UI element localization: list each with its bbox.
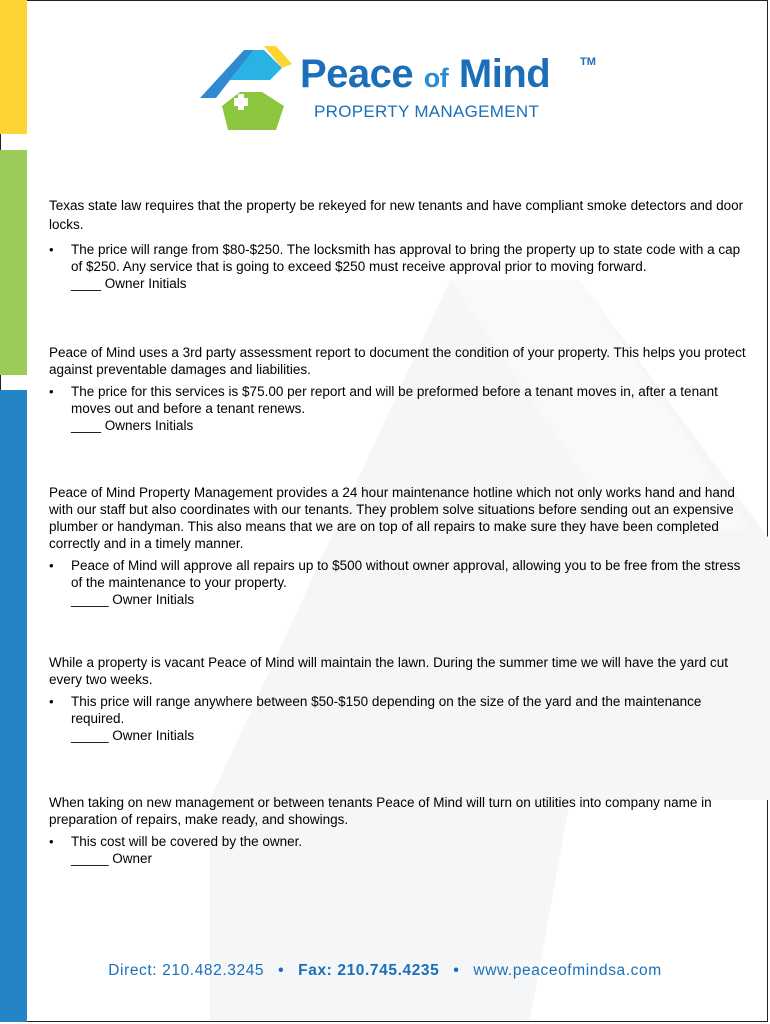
side-bar-yellow [0, 0, 27, 134]
bullet-icon: • [49, 834, 54, 849]
owner-initials-line: ____ Owners Initials [71, 418, 194, 433]
contact-footer [0, 962, 770, 980]
section-utilities [49, 794, 749, 867]
logo-wordmark [300, 52, 550, 97]
section-rekeying [49, 196, 749, 292]
section-assessment [49, 344, 749, 434]
bullet-text: Peace of Mind will approve all repairs up to $500 without owner approval, allowing you to be free from the stress of the maintenance to your property. [71, 558, 741, 590]
section-paragraph: When taking on new management or between tenants Peace of Mind will turn on utilities into company name in preparation of repairs, make ready, and showings. [49, 795, 712, 827]
bullet-icon: • [49, 384, 54, 399]
section-paragraph: Peace of Mind uses a 3rd party assessment report to document the condition of your property. This helps you protect against preventable damages and liabilities. [49, 345, 746, 377]
list-item [49, 383, 749, 434]
trademark-mark: TM [580, 56, 596, 68]
section-paragraph: Texas state law requires that the property be rekeyed for new tenants and have compliant smoke detectors and door locks. [49, 198, 744, 232]
list-item [49, 833, 749, 867]
owner-initials-line: _____ Owner Initials [71, 728, 195, 743]
list-item [49, 557, 749, 608]
fax-number: Fax: 210.745.4235 [298, 962, 440, 979]
side-bar-blue [0, 390, 27, 1022]
bullet-text: The price will range from $80-$250. The locksmith has approval to bring the property up to state code with a cap of $250. Any service that is going to exceed $250 must receive approval prior to moving forward. [71, 242, 741, 274]
section-paragraph: Peace of Mind Property Management provides a 24 hour maintenance hotline which not only works hand and hand with our staff but also coordinates with our tenants. They problem solve situations before sending out an expensive plumber or handyman. This also means that we are on top of all repairs to make sure they have been completed correctly and in a timely manner. [49, 485, 735, 551]
logo-word-of: of [423, 63, 449, 93]
separator-dot: • [453, 962, 460, 979]
logo-word-peace: Peace [300, 52, 414, 96]
list-item [49, 693, 749, 744]
bullet-text: The price for this services is $75.00 per report and will be preformed before a tenant moves in, after a tenant moves out and before a tenant renews. [71, 384, 718, 416]
bullet-text: This cost will be covered by the owner. [71, 834, 303, 849]
bullet-icon: • [49, 694, 54, 709]
owner-initials-line: _____ Owner Initials [71, 592, 195, 607]
company-logo [192, 40, 596, 135]
logo-subtitle: PROPERTY MANAGEMENT [314, 102, 540, 121]
bullet-icon: • [49, 242, 54, 257]
website-link[interactable]: www.peaceofmindsa.com [473, 962, 662, 979]
house-logo-icon [192, 40, 297, 135]
list-item [49, 241, 749, 292]
section-maintenance [49, 484, 749, 608]
owner-initials-line: _____ Owner [71, 851, 153, 866]
owner-initials-line: ____ Owner Initials [71, 276, 187, 291]
bullet-icon: • [49, 558, 54, 573]
logo-word-mind: Mind [458, 52, 551, 96]
direct-phone: Direct: 210.482.3245 [108, 962, 265, 979]
separator-dot: • [278, 962, 285, 979]
bullet-text: This price will range anywhere between $50-$150 depending on the size of the yard and the maintenance required. [71, 694, 702, 726]
section-lawn [49, 654, 749, 744]
section-paragraph: While a property is vacant Peace of Mind will maintain the lawn. During the summer time we will have the yard cut every two weeks. [49, 655, 729, 687]
side-bar-green [0, 150, 27, 375]
